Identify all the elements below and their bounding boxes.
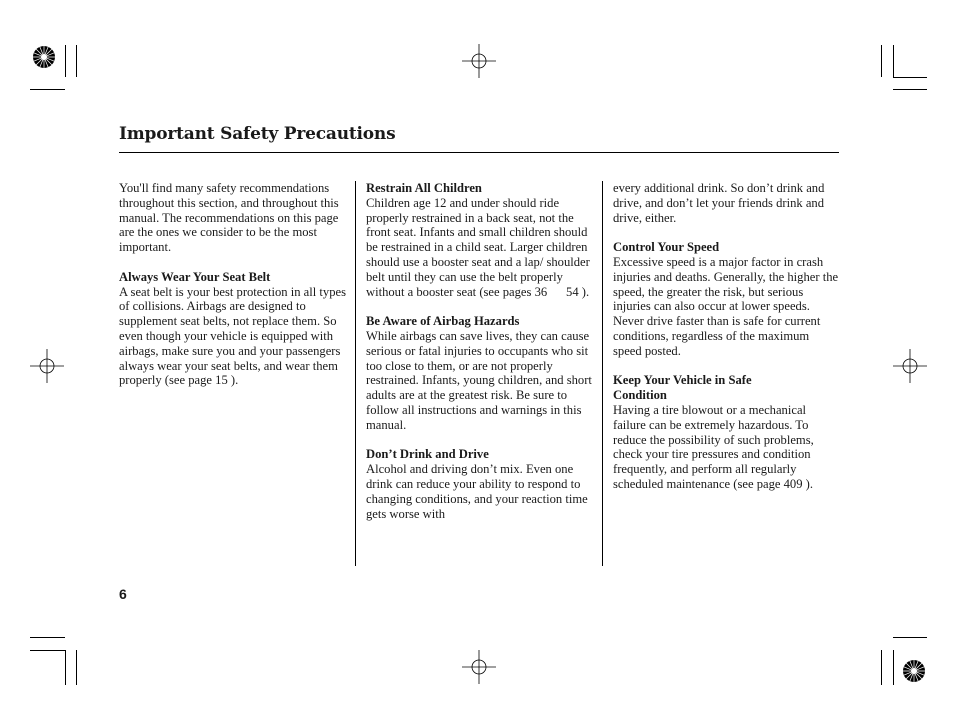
section-control-speed [613, 240, 841, 358]
section-body: A seat belt is your best protection in all types of collisions. Airbags are designed to supplement seat belts, not replace them. So even though your vehicle is equipped with airbags, make sure you and your passengers always wear your seat belts, and wear them properly (see page 15 ). [119, 284, 346, 388]
crosshair-icon [30, 349, 64, 383]
section-body: Children age 12 and under should ride properly restrained in a back seat, not the front seat. Infants and small children should be restrained in a child seat. Larger children should use a booster seat and a lap/ shoulder belt until they can use the belt properly without a booster seat (see pages 36 54 ). [366, 195, 593, 299]
section-heading: Always Wear Your Seat Belt [119, 269, 271, 284]
section-airbag-hazards [366, 314, 592, 432]
column-divider [602, 181, 603, 566]
section-body: Excessive speed is a major factor in crash injuries and deaths. Generally, the higher the speed, the greater the risk, but serious injuries can also occur at lower speeds. Never drive faster than is safe for current conditions, regardless of the maximum speed posted. [613, 254, 839, 358]
section-heading: Don’t Drink and Drive [366, 447, 489, 462]
section-seat-belt [119, 270, 351, 388]
section-body: Having a tire blowout or a mechanical failure can be extremely hazardous. To reduce the possibility of such problems, check your tire pressures and condition frequently, and perform all regularly scheduled maintenance (see page 409 ). [613, 402, 814, 491]
section-restrain-children [366, 181, 592, 299]
section-heading: Control Your Speed [613, 240, 720, 255]
continued-paragraph: every additional drink. So don’t drink and drive, and don’t let your friends drink and drive, either. [613, 181, 825, 225]
intro-paragraph: You'll find many safety recommendations throughout this section, and throughout this manual. The recommendations on this page are the ones we consider to be the most important. [119, 181, 339, 255]
section-heading: Restrain All Children [366, 181, 482, 195]
crosshair-icon [893, 349, 927, 383]
registration-star-icon [32, 45, 56, 69]
section-heading: Be Aware of Airbag Hazards [366, 314, 520, 329]
column-divider [355, 181, 356, 566]
column-2 [366, 181, 592, 536]
section-heading: Keep Your Vehicle in Safe Condition [613, 373, 752, 403]
registration-star-icon [902, 659, 926, 683]
section-body: While airbags can save lives, they can cause serious or fatal injuries to occupants who sit too close to them, or are not properly restrained. Infants, young children, and short adults are at the greatest risk. Be sure to follow all instructions and warnings in this manual. [366, 328, 592, 432]
title-divider [119, 152, 839, 153]
column-1 [119, 181, 351, 403]
page-title: Important Safety Precautions [119, 124, 396, 144]
crosshair-icon [462, 44, 496, 78]
page-number: 6 [119, 586, 127, 602]
column-3 [613, 181, 841, 507]
section-body: Alcohol and driving don’t mix. Even one drink can reduce your ability to respond to changing conditions, and your reaction time gets worse with [366, 462, 588, 521]
section-drink-drive [366, 447, 592, 521]
crosshair-icon [462, 650, 496, 684]
section-safe-condition [613, 373, 841, 491]
